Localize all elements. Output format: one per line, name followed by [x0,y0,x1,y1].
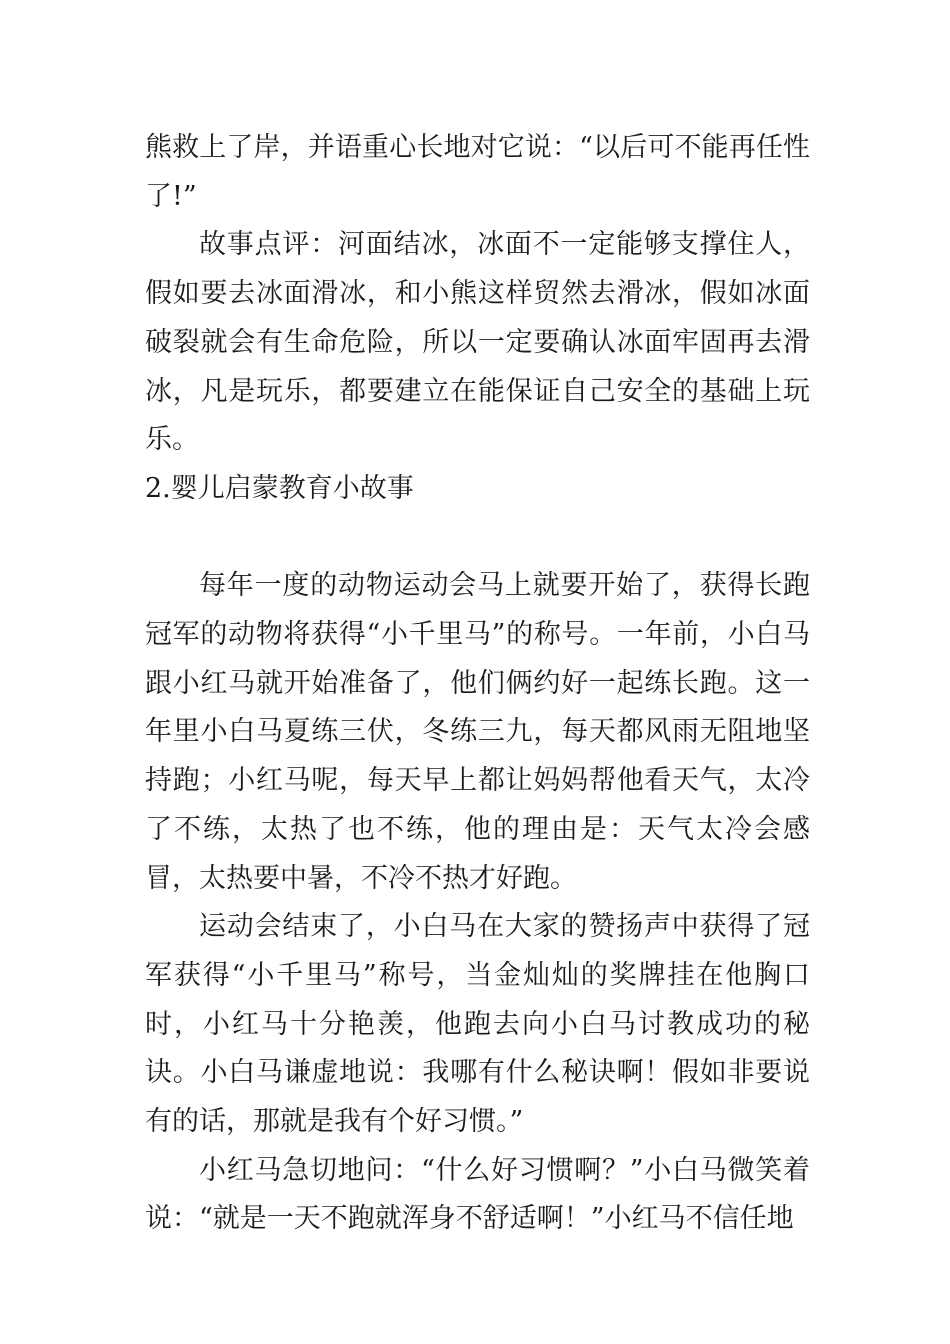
paragraph-story-comment: 故事点评：河面结冰，冰面不一定能够支撑住人，假如要去冰面滑冰，和小熊这样贸然去滑冰，假如冰面破裂就会有生命危险，所以一定要确认冰面牢固再去滑冰，凡是玩乐，都要建立在能保证自己安全的基础上玩乐。 [145,229,810,456]
blank-line [145,514,810,563]
paragraph-continuation: 熊救上了岸，并语重心长地对它说：“以后可不能再任性了!” [145,132,810,212]
paragraph-story-result: 运动会结束了，小白马在大家的赞扬声中获得了冠军获得“小千里马”称号，当金灿灿的奖牌挂在他胸口时，小红马十分艳羡，他跑去向小白马讨教成功的秘诀。小白马谦虚地说：我哪有什么秘诀啊！假如非要说有的话，那就是我有个好习惯。” [145,911,810,1138]
paragraph-story-intro: 每年一度的动物运动会马上就要开始了，获得长跑冠军的动物将获得“小千里马”的称号。一年前，小白马跟小红马就开始准备了，他们俩约好一起练长跑。这一年里小白马夏练三伏，冬练三九，每天都风雨无阻地坚持跑；小红马呢，每天早上都让妈妈帮他看天气，太冷了不练，太热了也不练，他的理由是：天气太冷会感冒，太热要中暑，不冷不热才好跑。 [145,570,810,894]
paragraph-story-dialogue: 小红马急切地问：“什么好习惯啊？”小白马微笑着说：“就是一天不跑就浑身不舒适啊！”小红马不信任地 [145,1154,810,1235]
document-body [145,124,810,1244]
section-heading: 2.婴儿启蒙教育小故事 [145,472,414,504]
